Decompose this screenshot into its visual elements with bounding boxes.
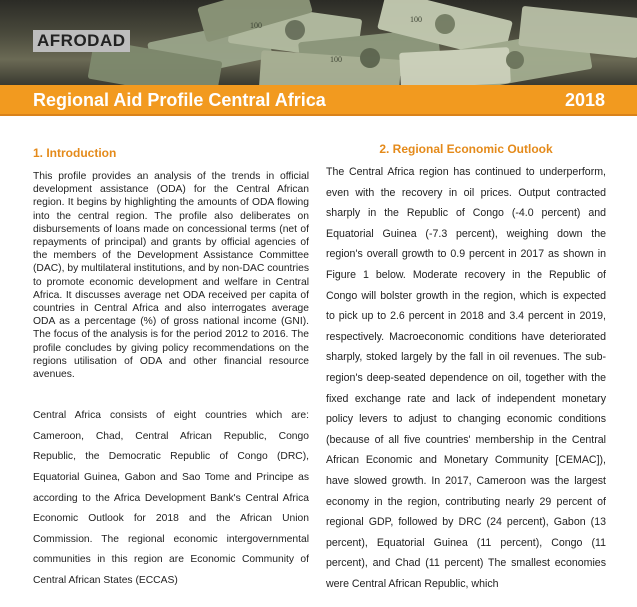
- svg-text:100: 100: [410, 15, 422, 24]
- page-title: Regional Aid Profile Central Africa: [33, 90, 326, 110]
- afrodad-logo: AFRODAD: [33, 30, 130, 52]
- countries-paragraph: Central Africa consists of eight countries which are: Cameroon, Chad, Central African Republic, Congo Republic, the Democratic Republic of Congo (DRC), Equatorial Guinea, Gabon and Sao Tome and Principe as according to the Africa Development Bank's Central Africa Economic Outlook for 2018 and the African Union Commission. The regional economic intergovernmental communities in this region are Economic Community of Central African States (ECCAS): [33, 410, 309, 586]
- report-year: 2018: [564, 90, 605, 110]
- outlook-paragraph: The Central Africa region has continued to underperform, even with the recovery in oil prices. Output contracted sharply in the Republic of Congo (-4.0 percent) and Equatorial Guinea (-7.3 percent), weighing down the region's overall growth to 0.9 percent in 2017 as shown in Figure 1 below. Moderate recovery in the Republic of Congo will bolster growth in the region, which is expected to pick up to 2.6 percent in 2018 and 3.4 percent in 2019, respectively. Macroeconomic conditions have deteriorated sharply, stoked largely by the fall in oil revenues. The sub-region's deep-seated dependence on oil, together with the fixed exchange rate and lack of independent monetary policy levers to adjust to changing economic conditions (because of all five countries' membership in the Central African Economic and Monetary Community [CEMAC]), have slowed growth. In 2017, Cameroon was the largest economy in the region, contributing nearly 29 percent of regional GDP, followed by DRC (24 percent), Gabon (13 percent), Equatorial Guinea (11 percent), Congo (11 percent), and Chad (11 percent) The smallest economies were Central African Republic, which: [326, 166, 606, 590]
- outlook-heading: 2. Regional Economic Outlook: [379, 142, 553, 156]
- header-money-image: [0, 0, 637, 85]
- svg-text:100: 100: [250, 21, 262, 30]
- introduction-heading: 1. Introduction: [33, 146, 117, 160]
- banner-divider: [0, 114, 637, 116]
- outlook-column: [326, 140, 606, 594]
- introduction-column: [33, 140, 309, 592]
- svg-text:100: 100: [330, 55, 342, 64]
- introduction-paragraph: This profile provides an analysis of the trends in official development assistance (ODA) for the Central African region. It begins by highlighting the amounts of ODA flowing into the central region. The profile also deliberates on disbursements of loans made on concessional terms (net of repayments of principal) and grants by official agencies of the members of the Development Assistance Committee (DAC), by multilateral institutions, and by non-DAC countries to promote economic development and welfare in Central Africa. It discusses average net ODA received per capita of countries in Central Africa and also interrogates average ODA as a percentage (%) of gross national income (GNI). The focus of the analysis is for the period 2012 to 2016. The profile concludes by giving policy recommendations on the regions utilisation of ODA and other financial resource avenues.: [33, 171, 309, 381]
- title-banner: [0, 85, 637, 116]
